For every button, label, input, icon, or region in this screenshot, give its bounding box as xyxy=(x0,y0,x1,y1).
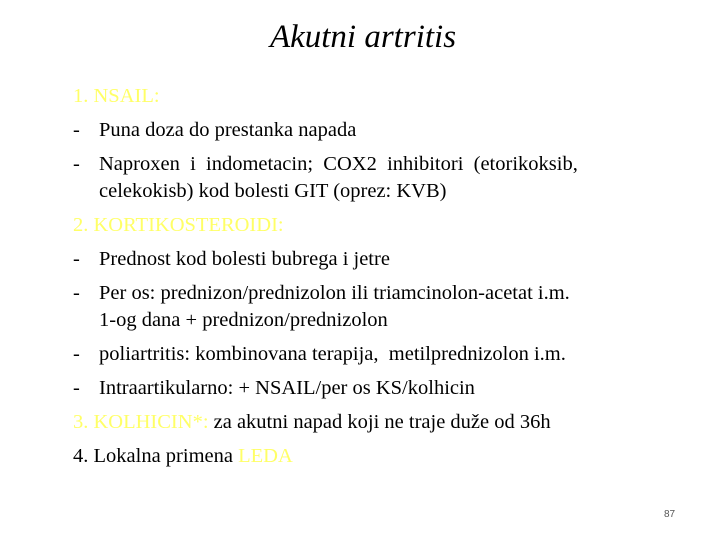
page-number: 87 xyxy=(664,509,676,520)
bullet-dash: - xyxy=(73,248,80,270)
list-item xyxy=(73,337,673,371)
slide-content xyxy=(73,79,673,473)
bullet-dash: - xyxy=(73,119,80,141)
bullet-dash: - xyxy=(73,343,80,365)
bullet-dash: - xyxy=(73,282,80,304)
section-heading-nsail: 1. NSAIL: xyxy=(73,85,160,107)
list-item-text: poliartritis: kombinovana terapija, metilprednizolon i.m. xyxy=(99,343,566,365)
section-heading-kolhicin: 3. KOLHICIN*: xyxy=(73,411,209,433)
section-leda-prefix: 4. Lokalna primena xyxy=(73,445,239,467)
slide-title: Akutni artritis xyxy=(269,19,457,55)
bullet-dash: - xyxy=(73,153,80,175)
section-kolhicin-text: za akutni napad koji ne traje duže od 36h xyxy=(208,411,551,433)
list-item xyxy=(73,371,673,405)
list-item-text: Intraartikularno: + NSAIL/per os KS/kolhicin xyxy=(99,377,475,399)
list-item xyxy=(73,113,673,147)
list-item-text: Naproxen i indometacin; COX2 inhibitori (etorikoksib, xyxy=(99,153,578,175)
list-item-text: Prednost kod bolesti bubrega i jetre xyxy=(99,248,390,270)
list-item-continuation: celekokisb) kod bolesti GIT (oprez: KVB) xyxy=(99,180,447,202)
section-leda-highlight: LEDA xyxy=(238,445,293,467)
section-leda xyxy=(73,439,673,473)
list-item xyxy=(73,242,673,276)
list-item-text: Puna doza do prestanka napada xyxy=(99,119,357,141)
bullet-dash: - xyxy=(73,377,80,399)
list-item-continuation: 1-og dana + prednizon/prednizolon xyxy=(99,309,388,331)
section-kolhicin xyxy=(73,405,673,439)
section-heading-kortikosteroidi: 2. KORTIKOSTEROIDI: xyxy=(73,214,284,236)
list-item-text: Per os: prednizon/prednizolon ili triamcinolon-acetat i.m. xyxy=(99,282,570,304)
